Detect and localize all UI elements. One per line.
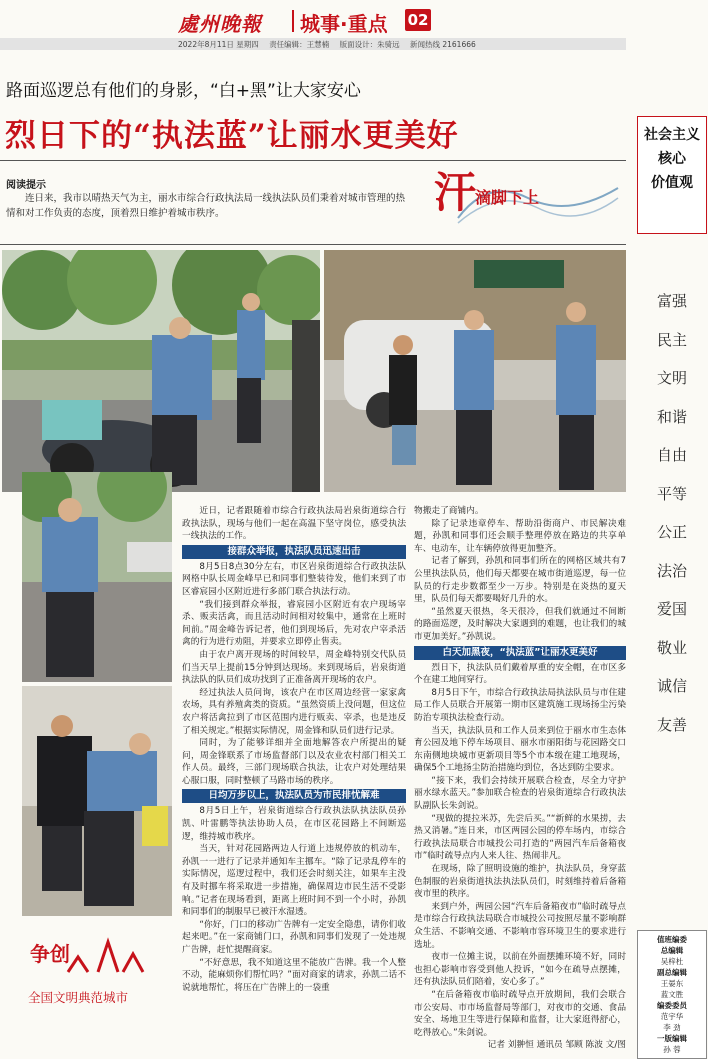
- campaign-logo: [28, 932, 168, 1012]
- core-values-line: 社会主义: [644, 127, 700, 143]
- paragraph: 当天，执法队员和工作人员来到位于丽水市生态体育公园及地下停车场项目、丽水市丽阳街与花园路交口东南侧地块城市更新项目等5个市本级在建工地现场，确保5个工地扬尘防治措施均到位，各达到防尘要求。: [414, 725, 626, 774]
- subhead: 接群众举报，执法队员迅速出击: [182, 545, 406, 559]
- issue-date: 2022年8月11日 星期四: [178, 40, 259, 49]
- editor-line: 范宇华: [660, 1012, 684, 1021]
- editor-line: 总编辑: [660, 946, 684, 955]
- masthead-divider: [292, 10, 294, 32]
- divider: [0, 160, 626, 161]
- editor-line: 编委委员: [657, 1001, 687, 1010]
- article-headline: 烈日下的“执法蓝”让丽水更美好: [5, 118, 459, 154]
- paragraph: 除了记录违章停车、帮助沿街商户、市民解决难题，孙凯和同事们还会顺手整理停放在路边的共享单车、电动车，让车辆停放得更加整齐。: [414, 518, 626, 554]
- editor-line: 李 劲: [663, 1023, 681, 1032]
- column-title-big: 汗: [434, 168, 477, 217]
- paragraph: 记者了解到，孙凯和同事们所在的网格区域共有7公里执法队员，他们每天都要在城市街道巡逻，每一位队员的行走步数都至少一万步。特别是在炎热的夏天里，队员们每天都要喝好几升的水。: [414, 556, 626, 605]
- lead-heading: 阅读提示: [6, 180, 46, 191]
- paragraph: 8月5日8点30分左右，市区岩泉街道综合行政执法队网格中队长周金峰早已和同事们整装待发，他们来到了市区睿宸园小区附近进行多部门联合执法行动。: [182, 561, 406, 597]
- section-title: 城事·重点: [300, 12, 388, 36]
- editor-line: 吴梓杜: [660, 957, 684, 966]
- value-item: 和谐: [656, 407, 687, 426]
- subhead: 日均万步以上，执法队员为市民排忧解难: [182, 789, 406, 803]
- paragraph: 烈日下，执法队员们戴着厚重的安全帽，在市区多个在建工地间穿行。: [414, 662, 626, 686]
- paragraph: 当天，针对花园路两边人行道上违规停放的机动车，孙凯一一进行了记录并通知车主挪车。“除了记录乱停车的实际情况，巡逻过程中，我们还会时刻关注，如果车主没有及时挪车将采取进一步措施，确保周边市民生活不受影响。”记者在现场看到，距离上班时间不到一个小时，孙凯和同事们的制服早已被汗水湿透。: [182, 844, 406, 918]
- photo-scooter-inspection: [2, 250, 320, 492]
- paragraph: 8月5日下午，市综合行政执法局执法队员与市住建局工作人员联合开展第一期市区建筑施工现场扬尘污染防治专项执法检查行动。: [414, 687, 626, 723]
- core-values-box: [637, 116, 707, 234]
- paragraph: 8月5日上午，岩泉街道综合行政执法队执法队员孙凯、叶雷鹏等执法协助人员，在市区花园路上不间断巡逻，维持城市秩序。: [182, 806, 406, 842]
- value-item: 诚信: [656, 677, 687, 695]
- paragraph: 近日，记者跟随着市综合行政执法局岩泉街道综合行政执法队，现场与他们一起在高温下坚守岗位，感受执法一线执法的工作。: [182, 506, 406, 542]
- photo-shop-assist: [22, 686, 172, 916]
- subhead: 白天加黑夜，“执法蓝”让丽水更美好: [414, 646, 626, 660]
- paragraph: 物搬走了商铺内。: [414, 506, 484, 516]
- paragraph: 夜市一位摊主说，以前在外面摆摊环境不好，同时也担心影响市容受到他人投诉，“如今在疏导点摆摊，还有执法队员们陪着，安心多了。”: [414, 952, 626, 988]
- paragraph: 来到户外，两园公园“汽车后备箱夜市”临时疏导点是市综合行政执法局联合市城投公司按照尽量不影响群众生活、不影响交通、不影响市容环境卫生的要求进行选址。: [414, 901, 626, 950]
- value-item: 法治: [656, 561, 687, 580]
- editor-line: 一版编辑: [657, 1034, 687, 1043]
- photo-officer-phone: [22, 472, 172, 682]
- value-item: 富强: [656, 292, 687, 310]
- article-column-1: [182, 505, 406, 994]
- value-item: 平等: [656, 484, 687, 503]
- editor-line: 王晏东: [660, 979, 684, 988]
- article-subtitle: 路面巡逻总有他们的身影，“白+黑”让大家安心: [6, 81, 361, 101]
- paragraph: “我们接到群众举报，睿宸园小区附近有农户现场宰杀、贩卖活禽，而且活动时间相对较集中，通常在上班时间前。”周金峰告诉记者，他们到现场后，先对农户宰杀活禽的行为进行劝阻，并要求立即停止售卖。: [182, 599, 406, 648]
- paragraph: 经过执法人员问询，该农户在市区周边经营一家家禽农场，具有养殖禽类的资质。“虽然资质上没问题，但这位农户将活禽拉到了市区范围内进行贩卖、宰杀，也是违反了相关规定。”根据实际情况，周金锋和队员们进行记录。: [182, 687, 406, 736]
- paragraph: “不好意思，我不知道这里不能放广告牌。我一个人整不动，能麻烦你们帮忙吗？”面对商家的请求，孙凯二话不说就地帮忙，将压在广告牌上的一袋重: [182, 957, 406, 993]
- paragraph: “虽然夏天很热，冬天很冷，但我们就通过不间断的路面巡逻，及时解决大家遇到的难题，也让我们的城市更加美好。”孙凯说。: [414, 606, 626, 642]
- paragraph: 由于农户离开现场的时间较早，周金峰特别交代队员们当天早上提前15分钟到达现场。来到现场后，岩泉街道执法队的队员们成功找到了正准备离开现场的农户。: [182, 649, 406, 686]
- lead-text: 连日来，我市以晴热天气为主，丽水市综合行政执法局一线执法队员们秉着对城市管理的热情和对工作负责的态度，顶着烈日维护着城市秩序。: [6, 193, 406, 219]
- core-values-list: [638, 282, 706, 812]
- core-values-line: 核心: [658, 151, 686, 167]
- photo-street-patrol: [324, 250, 626, 492]
- value-item: 敬业: [656, 638, 687, 657]
- paragraph: “你好，门口的移动广告牌有一定安全隐患，请你们收起来吧。”在一家商铺门口，孙凯和同事们发现了一处违规广告牌，赶忙提醒商家。: [182, 919, 406, 955]
- campaign-line-2: 全国文明典范城市: [28, 990, 129, 1005]
- value-item: 公正: [656, 523, 687, 541]
- editor-line: 蓝文胜: [660, 990, 684, 999]
- editor-line: 值班编委: [657, 935, 687, 944]
- paragraph: “现做的提拉米苏，先尝后买。”“新鲜的水果捞，去热又消暑。”连日来，市区两园公园的停车场内，市综合行政执法局联合市城投公司打造的“两园汽车后备箱夜市”临时疏导点内人来人往、热闹非凡。: [414, 813, 626, 862]
- value-item: 民主: [656, 330, 687, 349]
- paragraph: “接下来，我们会持续开展联合检查，尽全力守护丽水绿水蓝天。”参加联合检查的岩泉街道综合行政执法队副队长朱剑说。: [414, 775, 626, 812]
- campaign-line-1: 争创: [30, 942, 70, 966]
- paragraph: 在现场，除了照明设施的维护，执法队员，身穿蓝色制服的岩泉街道执法执法队员们，时刻维持着后备箱夜市里的秩序。: [414, 864, 626, 900]
- byline: 记者 刘翀恒 通讯员 邹顾 陈波 文/图: [487, 1040, 626, 1051]
- value-item: 友善: [656, 715, 687, 734]
- editor-line: 孙 蓉: [663, 1045, 681, 1054]
- editors-box: [637, 930, 707, 1059]
- editor-credit: 责任编辑：王慧楠: [269, 40, 330, 49]
- editor-line: 副总编辑: [657, 968, 687, 977]
- article-column-2: [414, 505, 626, 1052]
- meta-info: [178, 39, 484, 50]
- paragraph: “在后备箱夜市临时疏导点开放期间，我们会联合市公安局、市市场监督局等部门，对夜市的交通、食品安全、场地卫生等进行保障和监督，让大家逛得舒心，吃得放心。”朱剑说。: [414, 989, 626, 1038]
- core-values-line: 价值观: [651, 175, 693, 191]
- paragraph: 同时，为了能够详细并全面地解答农户所提出的疑问，周金锋联系了市场监督部门以及农业农村部门相关工作人员。最终，三部门现场联合执法，让农户对处理结果心服口服，同时整顿了马路市场的秩序。: [182, 738, 406, 786]
- page-number: 02: [405, 9, 431, 31]
- value-item: 文明: [656, 369, 687, 387]
- value-item: 爱国: [656, 600, 687, 618]
- divider: [0, 244, 626, 245]
- paper-logo: 處州晚報: [178, 12, 262, 36]
- column-title-small: 滴脚下上: [475, 188, 540, 207]
- hotline: 新闻热线 2161666: [409, 40, 476, 49]
- value-item: 自由: [656, 446, 687, 464]
- designer-credit: 版面设计：朱骑远: [339, 40, 400, 49]
